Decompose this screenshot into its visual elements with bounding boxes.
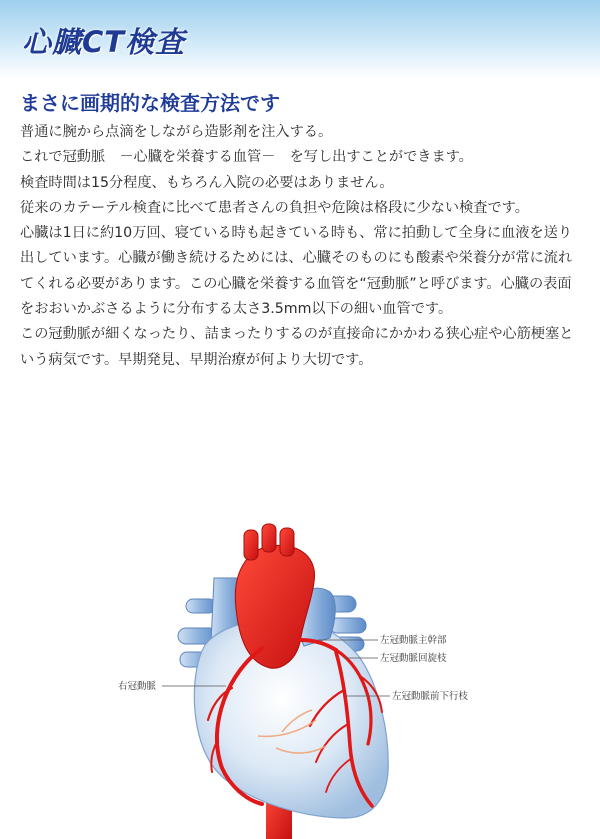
paragraph: これで冠動脈 －心臓を栄養する血管－ を写し出すことができます。 bbox=[20, 149, 473, 166]
label-left-main: 左冠動脈主幹部 bbox=[380, 635, 447, 646]
paragraph: 心臓は1日に約10万回、寝ている時も起きている時も、常に拍動して全身に血液を送り出しています。心臓が働き続けるためには、心臓そのものにも酸素や栄養分が常に流れてくれる必要があります。この心臓を栄養する血管を“冠動脈”と呼びます。心臓の表面をおおいかぶさるように分布する太さ3.5mm以下の細い血管です。 bbox=[20, 225, 573, 318]
paragraph: この冠動脈が細くなったり、詰まったりするのが直接命にかかわる狭心症や心筋梗塞という病気です。早期発見、早期治療が何より大切です。 bbox=[20, 326, 574, 368]
page-title: 心臓CT検査 bbox=[22, 25, 186, 59]
heart-illustration bbox=[0, 500, 600, 839]
body-text bbox=[20, 120, 585, 373]
section-heading: まさに画期的な検査方法です bbox=[20, 91, 280, 115]
label-lad: 左冠動脈前下行枝 bbox=[392, 691, 469, 702]
label-right-coronary: 右冠動脈 bbox=[118, 681, 157, 692]
paragraph: 従来のカテーテル検査に比べて患者さんの負担や危険は格段に少ない検査です。 bbox=[20, 199, 529, 216]
paragraph: 普通に腕から点滴をしながら造影剤を注入する。 bbox=[20, 124, 333, 140]
label-circumflex: 左冠動脈回旋枝 bbox=[380, 653, 447, 664]
paragraph: 検査時間は15分程度、もちろん入院の必要はありません。 bbox=[20, 174, 394, 191]
